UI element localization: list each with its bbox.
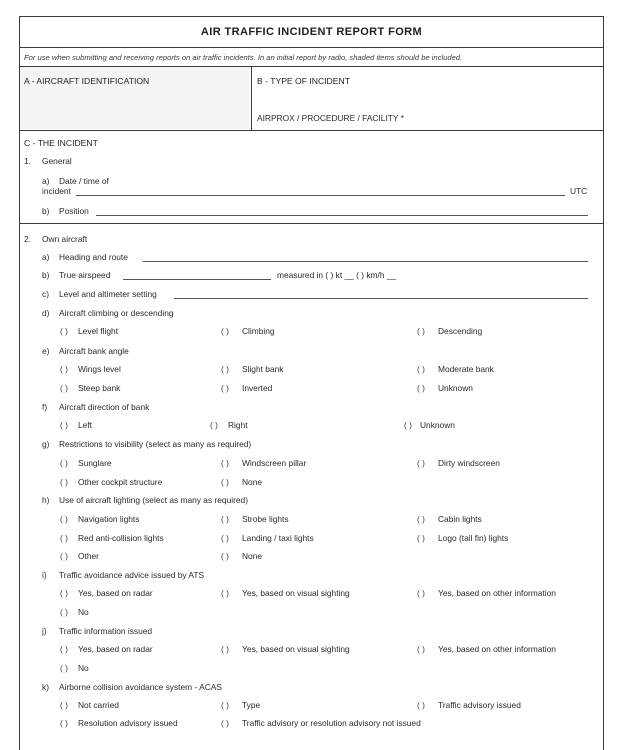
option-no-advisory-issued: Traffic advisory or resolution advisory not issued	[242, 718, 421, 728]
checkbox[interactable]: ( )	[404, 420, 412, 430]
acas-label: Airborne collision avoidance system - ACAS	[59, 682, 222, 692]
option-resolution-advisory-issued: Resolution advisory issued	[78, 718, 178, 728]
checkbox[interactable]: ( )	[221, 383, 229, 393]
checkbox[interactable]: ( )	[60, 663, 68, 673]
item-letter: j)	[42, 626, 47, 636]
option-inverted: Inverted	[242, 383, 273, 393]
checkbox[interactable]: ( )	[417, 383, 425, 393]
option-climbing: Climbing	[242, 326, 275, 336]
checkbox[interactable]: ( )	[60, 718, 68, 728]
item-letter: e)	[42, 346, 50, 356]
option-unknown: Unknown	[420, 420, 455, 430]
checkbox[interactable]: ( )	[60, 588, 68, 598]
option-type: Type	[242, 700, 261, 710]
section-b-heading: B - TYPE OF INCIDENT	[257, 76, 350, 86]
item-number: 1.	[24, 156, 31, 166]
checkbox[interactable]: ( )	[60, 533, 68, 543]
item-letter: f)	[42, 402, 48, 412]
utc-label: UTC	[570, 186, 588, 196]
section-c-heading: C - THE INCIDENT	[24, 138, 98, 148]
level-altimeter-label: Level and altimeter setting	[59, 289, 157, 299]
date-time-label-cont: incident	[42, 186, 71, 196]
checkbox[interactable]: ( )	[417, 533, 425, 543]
checkbox[interactable]: ( )	[60, 420, 68, 430]
item-letter: c)	[42, 289, 49, 299]
item-letter: a)	[42, 252, 50, 262]
option-steep-bank: Steep bank	[78, 383, 121, 393]
checkbox[interactable]: ( )	[221, 514, 229, 524]
option-yes-other: Yes, based on other information	[438, 644, 556, 654]
option-other-cockpit-structure: Other cockpit structure	[78, 477, 163, 487]
option-yes-visual: Yes, based on visual sighting	[242, 588, 350, 598]
item-letter: g)	[42, 439, 50, 449]
airspeed-field[interactable]	[123, 279, 271, 280]
checkbox[interactable]: ( )	[221, 364, 229, 374]
bank-angle-label: Aircraft bank angle	[59, 346, 129, 356]
form-title: AIR TRAFFIC INCIDENT REPORT FORM	[200, 26, 423, 38]
airspeed-units[interactable]: measured in ( ) kt __ ( ) km/h __	[277, 270, 397, 280]
item-letter: i)	[42, 570, 47, 580]
checkbox[interactable]: ( )	[417, 644, 425, 654]
date-time-label: Date / time of	[59, 176, 109, 186]
aircraft-lighting-label: Use of aircraft lighting (select as many as required)	[59, 495, 248, 505]
heading-route-field[interactable]	[143, 261, 588, 262]
checkbox[interactable]: ( )	[417, 700, 425, 710]
incident-type-options[interactable]: AIRPROX / PROCEDURE / FACILITY *	[257, 113, 404, 123]
option-none: None	[242, 551, 263, 561]
option-wings-level: Wings level	[78, 364, 121, 374]
checkbox[interactable]: ( )	[221, 588, 229, 598]
option-slight-bank: Slight bank	[242, 364, 284, 374]
checkbox[interactable]: ( )	[60, 477, 68, 487]
checkbox[interactable]: ( )	[60, 514, 68, 524]
general-heading: General	[42, 156, 72, 166]
item-letter: d)	[42, 308, 50, 318]
option-descending: Descending	[438, 326, 483, 336]
form-instructions: For use when submitting and receiving reports on air traffic incidents. In an initial report by radio, shaded items should be included.	[24, 53, 463, 62]
item-letter: b)	[42, 270, 50, 280]
option-unknown: Unknown	[438, 383, 473, 393]
option-level-flight: Level flight	[78, 326, 119, 336]
item-letter: a)	[42, 176, 50, 186]
checkbox[interactable]: ( )	[221, 700, 229, 710]
checkbox[interactable]: ( )	[60, 383, 68, 393]
option-yes-other: Yes, based on other information	[438, 588, 556, 598]
checkbox[interactable]: ( )	[417, 458, 425, 468]
option-cabin-lights: Cabin lights	[438, 514, 482, 524]
option-no: No	[78, 607, 89, 617]
divider	[19, 130, 604, 131]
option-logo-lights: Logo (tail fin) lights	[438, 533, 509, 543]
divider	[19, 47, 604, 48]
checkbox[interactable]: ( )	[221, 551, 229, 561]
own-aircraft-heading: Own aircraft	[42, 234, 88, 244]
option-yes-radar: Yes, based on radar	[78, 588, 153, 598]
option-yes-radar: Yes, based on radar	[78, 644, 153, 654]
option-moderate-bank: Moderate bank	[438, 364, 494, 374]
checkbox[interactable]: ( )	[221, 718, 229, 728]
checkbox[interactable]: ( )	[221, 533, 229, 543]
option-red-anti-collision-lights: Red anti-collision lights	[78, 533, 164, 543]
traffic-information-label: Traffic information issued	[59, 626, 153, 636]
option-strobe-lights: Strobe lights	[242, 514, 289, 524]
item-letter: h)	[42, 495, 50, 505]
heading-route-label: Heading and route	[59, 252, 128, 262]
checkbox[interactable]: ( )	[221, 644, 229, 654]
level-altimeter-field[interactable]	[174, 298, 588, 299]
option-navigation-lights: Navigation lights	[78, 514, 140, 524]
checkbox[interactable]: ( )	[417, 588, 425, 598]
climb-descend-label: Aircraft climbing or descending	[59, 308, 174, 318]
checkbox[interactable]: ( )	[60, 458, 68, 468]
option-right: Right	[228, 420, 248, 430]
option-other: Other	[78, 551, 99, 561]
option-windscreen-pillar: Windscreen pillar	[242, 458, 307, 468]
option-landing-taxi-lights: Landing / taxi lights	[242, 533, 314, 543]
option-no: No	[78, 663, 89, 673]
option-not-carried: Not carried	[78, 700, 119, 710]
item-letter: k)	[42, 682, 49, 692]
option-none: None	[242, 477, 263, 487]
airspeed-label: True airspeed	[59, 270, 111, 280]
checkbox[interactable]: ( )	[221, 326, 229, 336]
divider	[19, 223, 604, 224]
checkbox[interactable]: ( )	[60, 700, 68, 710]
position-field[interactable]	[96, 215, 588, 216]
option-dirty-windscreen: Dirty windscreen	[438, 458, 500, 468]
item-number: 2.	[24, 234, 31, 244]
checkbox[interactable]: ( )	[60, 607, 68, 617]
checkbox[interactable]: ( )	[417, 326, 425, 336]
checkbox[interactable]: ( )	[60, 326, 68, 336]
divider	[251, 66, 252, 130]
checkbox[interactable]: ( )	[60, 551, 68, 561]
checkbox[interactable]: ( )	[417, 514, 425, 524]
avoidance-advice-label: Traffic avoidance advice issued by ATS	[59, 570, 205, 580]
bank-direction-label: Aircraft direction of bank	[59, 402, 150, 412]
option-traffic-advisory-issued: Traffic advisory issued	[438, 700, 521, 710]
checkbox[interactable]: ( )	[60, 364, 68, 374]
checkbox[interactable]: ( )	[221, 477, 229, 487]
date-time-field[interactable]	[76, 195, 565, 196]
item-letter: b)	[42, 206, 50, 216]
position-label: Position	[59, 206, 89, 216]
checkbox[interactable]: ( )	[60, 644, 68, 654]
checkbox[interactable]: ( )	[221, 458, 229, 468]
option-yes-visual: Yes, based on visual sighting	[242, 644, 350, 654]
checkbox[interactable]: ( )	[417, 364, 425, 374]
section-a-heading: A - AIRCRAFT IDENTIFICATION	[24, 76, 150, 86]
option-left: Left	[78, 420, 92, 430]
option-sunglare: Sunglare	[78, 458, 112, 468]
checkbox[interactable]: ( )	[210, 420, 218, 430]
visibility-restrictions-label: Restrictions to visibility (select as many as required)	[59, 439, 252, 449]
